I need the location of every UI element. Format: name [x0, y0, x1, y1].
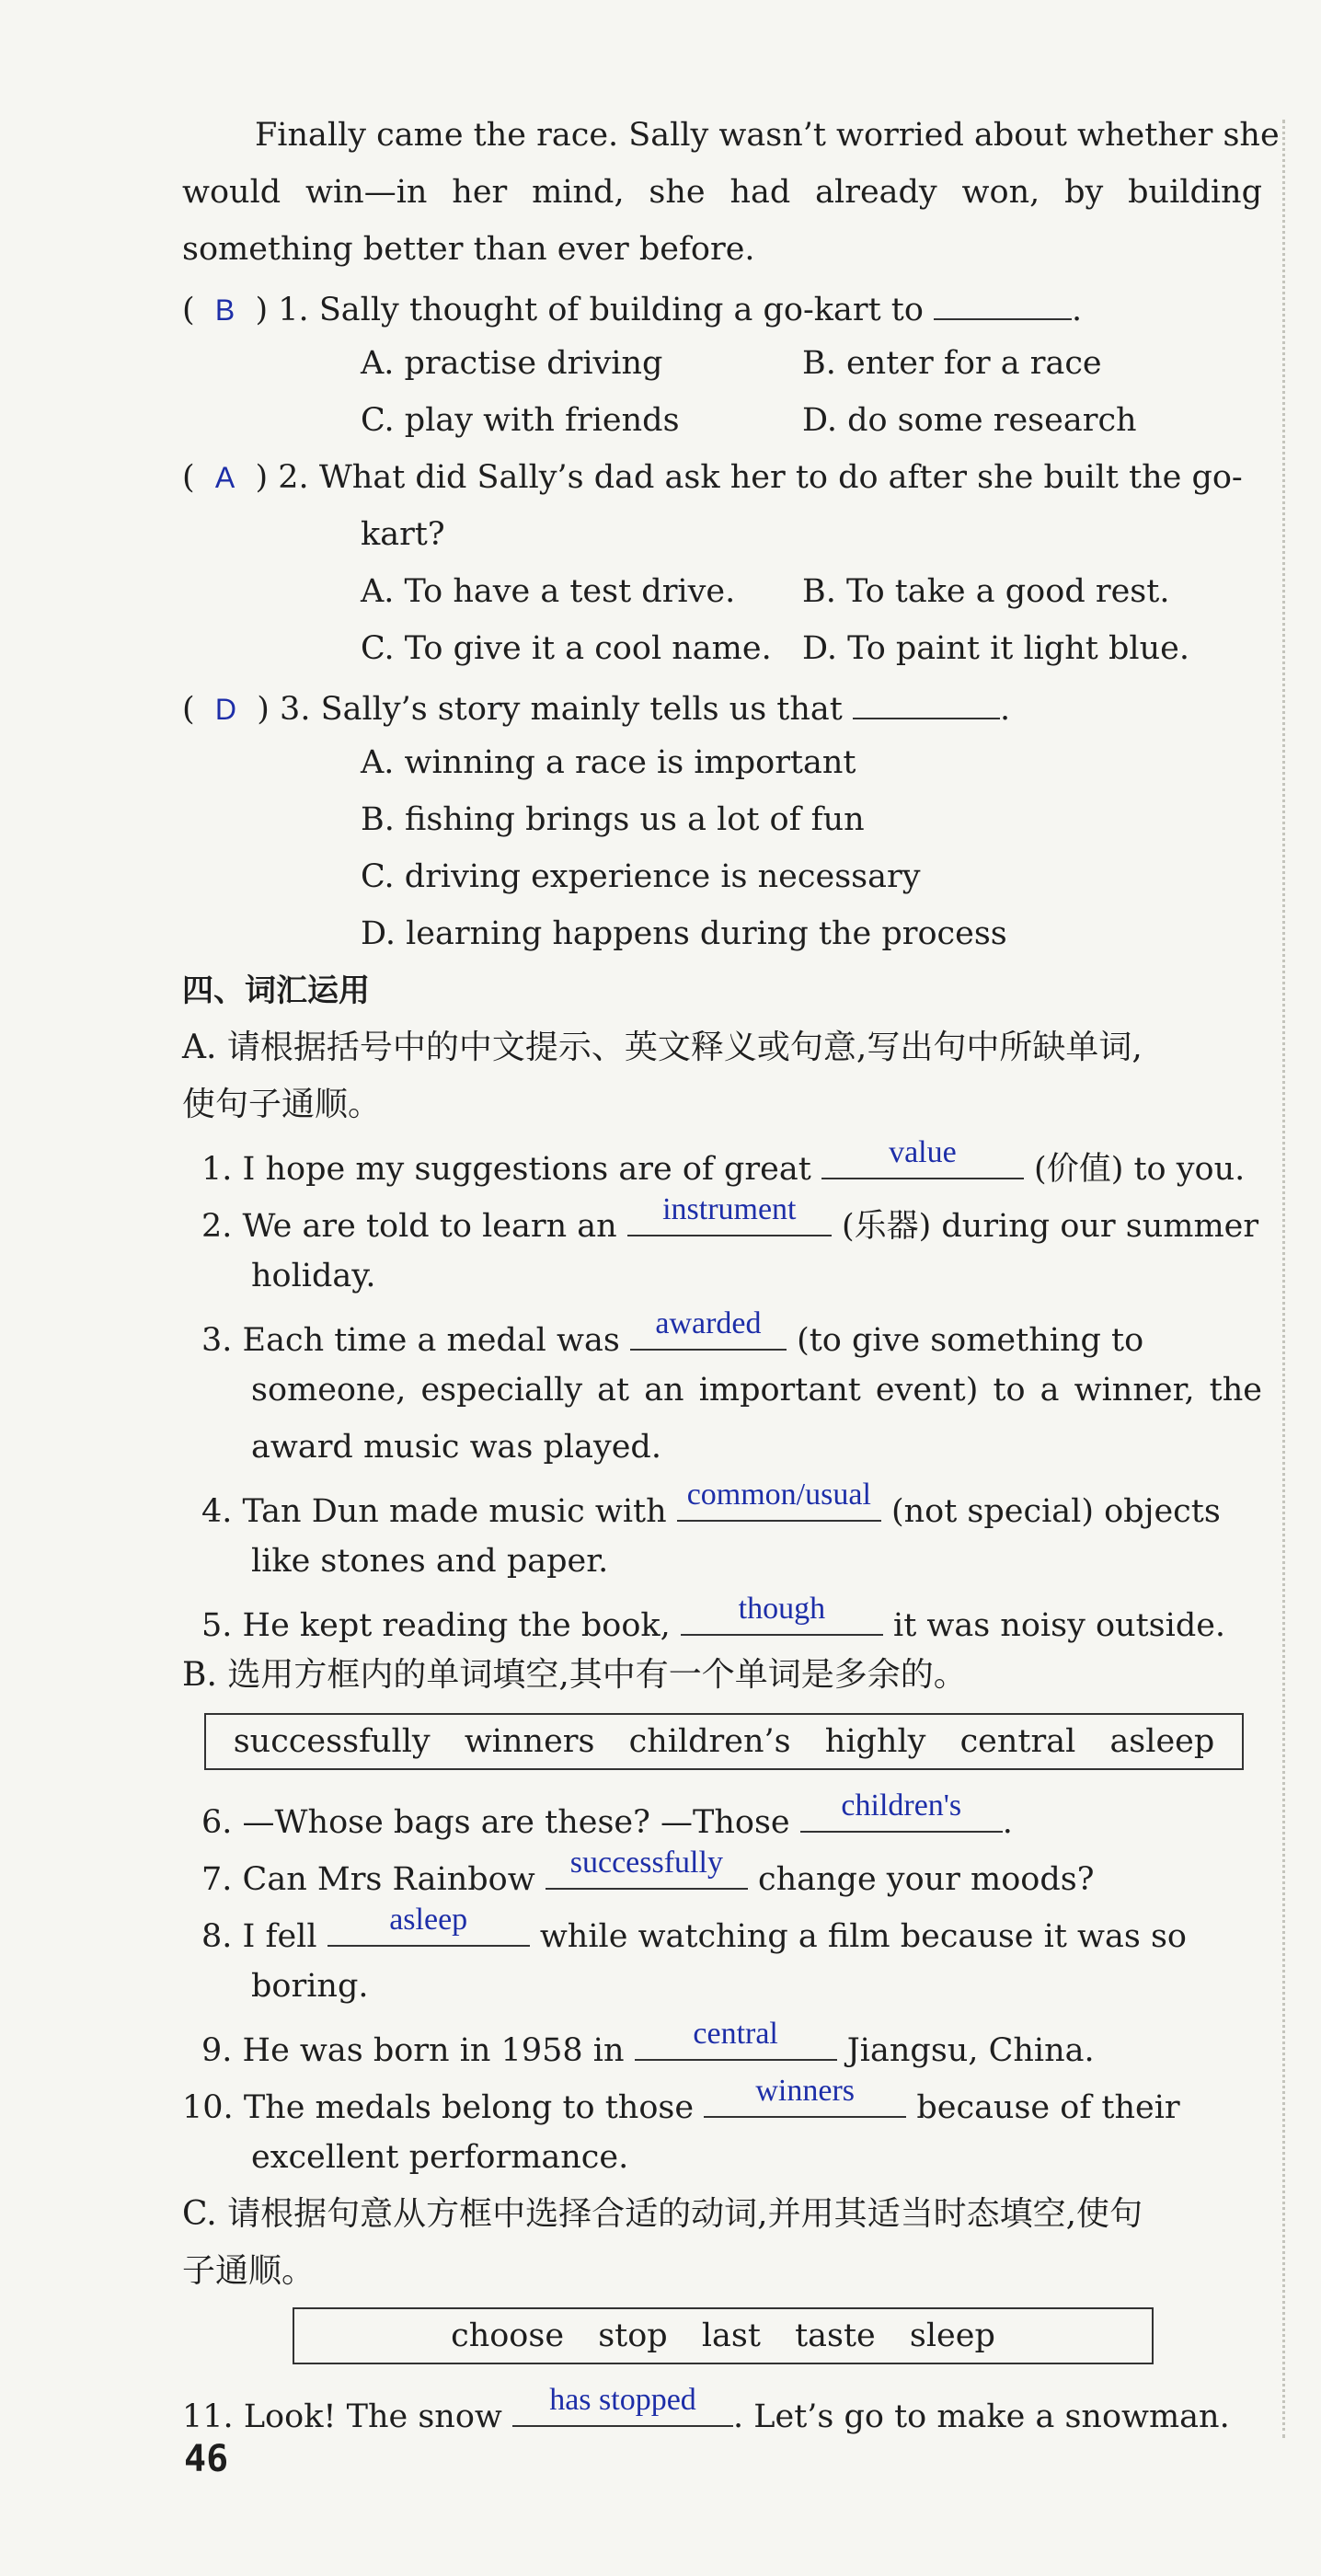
item-2-answer-line	[627, 1192, 832, 1236]
item-1-number: 1.	[201, 1151, 233, 1188]
answer-3: D	[214, 693, 237, 726]
item-5-answer-line	[681, 1592, 883, 1636]
item-6-number: 6.	[201, 1804, 233, 1841]
passage-line-3: something better than ever before.	[182, 231, 755, 268]
part-c-instruction-2: 子通顺。	[182, 2252, 316, 2290]
item-2-answer: instrument	[662, 1192, 797, 1226]
item-1-pre: I hope my suggestions are of great	[242, 1151, 811, 1188]
q1-option-a: A. practise driving	[361, 345, 663, 382]
item-11-answer-line	[512, 2383, 733, 2427]
item-3-answer: awarded	[655, 1306, 762, 1340]
page-margin-rule	[1282, 120, 1285, 2438]
item-8-answer-line	[327, 1903, 530, 1947]
q2-number: 2.	[278, 459, 309, 496]
q3-option-c: C. driving experience is necessary	[361, 858, 921, 895]
box-c-word-1: choose	[451, 2317, 565, 2354]
item-10-pre: The medals belong to those	[243, 2089, 695, 2126]
item-3-pre: Each time a medal was	[242, 1322, 620, 1359]
answer-2: A	[214, 461, 235, 494]
part-a-instruction-2: 使句子通顺。	[182, 1086, 382, 1123]
item-11-pre: Look! The snow	[243, 2398, 502, 2435]
item-8-number: 8.	[201, 1918, 233, 1955]
item-4-post: (not special) objects	[890, 1493, 1221, 1530]
item-3-post: (to give something to	[797, 1322, 1144, 1359]
vocab-item-11	[182, 2383, 1230, 2438]
item-10-answer-line	[704, 2074, 906, 2118]
item-6-pre: —Whose bags are these? —Those	[242, 1804, 790, 1841]
q2-option-c: C. To give it a cool name.	[361, 630, 772, 667]
item-5-number: 5.	[201, 1607, 233, 1644]
item-1-post: (价值) to you.	[1034, 1151, 1246, 1188]
box-b-word-5: central	[959, 1723, 1076, 1760]
q3-option-b: B. fishing brings us a lot of fun	[361, 801, 865, 838]
item-1-answer: value	[889, 1135, 957, 1169]
q3-number: 3.	[280, 691, 311, 728]
item-6-answer-line	[800, 1788, 1003, 1833]
q2-stem: What did Sally’s dad ask her to do after she built the go-	[318, 459, 1243, 496]
item-7-pre: Can Mrs Rainbow	[242, 1861, 535, 1898]
vocab-item-2	[201, 1192, 1259, 1248]
item-8-post: while watching a film because it was so	[539, 1918, 1187, 1955]
q2-option-b: B. To take a good rest.	[802, 573, 1170, 610]
reading-question-1: ( B ) 1. Sally thought of building a go-kart to .	[182, 285, 1082, 331]
part-a-instruction-1: A. 请根据括号中的中文提示、英文释义或句意,写出句中所缺单词,	[182, 1029, 1143, 1066]
box-c-word-2: stop	[598, 2317, 668, 2354]
vocab-item-8	[201, 1903, 1187, 1958]
item-5-pre: He kept reading the book,	[242, 1607, 671, 1644]
item-9-answer: central	[693, 2017, 778, 2051]
item-9-answer-line	[635, 2017, 837, 2061]
item-3-answer-line	[630, 1306, 787, 1351]
box-c-word-3: last	[701, 2317, 761, 2354]
vocab-item-10	[182, 2074, 1180, 2129]
vocab-item-3	[201, 1306, 1144, 1362]
box-c-word-4: taste	[795, 2317, 876, 2354]
item-7-post: change your moods?	[758, 1861, 1095, 1898]
q3-blank	[853, 684, 1000, 719]
q1-stem: Sally thought of building a go-kart to	[318, 292, 924, 328]
q1-option-d: D. do some research	[802, 402, 1137, 439]
item-4-pre: Tan Dun made music with	[242, 1493, 667, 1530]
item-7-number: 7.	[201, 1861, 233, 1898]
box-c-word-5: sleep	[909, 2317, 995, 2354]
part-c-instruction-1: C. 请根据句意从方框中选择合适的动词,并用其适当时态填空,使句	[182, 2195, 1143, 2233]
q1-blank	[934, 285, 1072, 320]
box-b-word-3: children’s	[628, 1723, 791, 1760]
item-7-answer-line	[546, 1846, 748, 1890]
item-6-post: .	[1002, 1804, 1013, 1841]
vocab-item-1	[201, 1135, 1246, 1190]
q3-option-d: D. learning happens during the process	[361, 915, 1007, 952]
item-11-number: 11.	[182, 2398, 234, 2435]
q3-option-a: A. winning a race is important	[361, 744, 856, 781]
item-8-answer: asleep	[389, 1903, 468, 1937]
q2-stem-cont: kart?	[361, 516, 445, 553]
item-3-line2: someone, especially at an important event) to a winner, the	[251, 1372, 1262, 1409]
item-2-post: (乐器) during our summer	[841, 1208, 1259, 1245]
item-5-answer: though	[738, 1592, 826, 1626]
box-b-word-2: winners	[464, 1723, 595, 1760]
box-b-word-6: asleep	[1109, 1723, 1215, 1760]
item-4-answer: common/usual	[686, 1478, 871, 1512]
item-4-number: 4.	[201, 1493, 233, 1530]
q1-option-c: C. play with friends	[361, 402, 680, 439]
item-7-answer: successfully	[569, 1846, 723, 1880]
item-3-number: 3.	[201, 1322, 233, 1359]
item-4-answer-line	[677, 1478, 881, 1522]
page-number: 46	[184, 2438, 229, 2480]
item-9-post: Jiangsu, China.	[846, 2032, 1095, 2069]
item-10-line2: excellent performance.	[251, 2139, 629, 2176]
q2-option-d: D. To paint it light blue.	[802, 630, 1189, 667]
item-9-number: 9.	[201, 2032, 233, 2069]
item-11-post: . Let’s go to make a snowman.	[733, 2398, 1230, 2435]
passage-line-1: Finally came the race. Sally wasn’t worried about whether she	[255, 117, 1280, 154]
item-11-answer: has stopped	[549, 2383, 696, 2417]
q3-stem: Sally’s story mainly tells us that	[320, 691, 843, 728]
item-8-pre: I fell	[242, 1918, 317, 1955]
item-10-post: because of their	[916, 2089, 1180, 2126]
item-10-answer: winners	[755, 2074, 856, 2108]
section-title: 四、词汇运用	[182, 972, 370, 1009]
answer-1: B	[214, 293, 235, 327]
vocab-item-7	[201, 1846, 1095, 1901]
vocab-item-6	[201, 1788, 1013, 1844]
vocab-item-9	[201, 2017, 1095, 2072]
q2-option-a: A. To have a test drive.	[361, 573, 736, 610]
item-8-line2: boring.	[251, 1968, 369, 2005]
item-2-number: 2.	[201, 1208, 233, 1245]
item-10-number: 10.	[182, 2089, 234, 2126]
reading-question-3: ( D ) 3. Sally’s story mainly tells us that .	[182, 684, 1010, 730]
item-2-pre: We are told to learn an	[242, 1208, 617, 1245]
item-1-answer-line	[821, 1135, 1024, 1179]
item-4-line2: like stones and paper.	[251, 1543, 609, 1580]
word-box-b	[204, 1713, 1244, 1770]
item-9-pre: He was born in 1958 in	[242, 2032, 625, 2069]
vocab-item-4	[201, 1478, 1221, 1533]
item-2-line2: holiday.	[251, 1258, 376, 1294]
word-box-c	[293, 2307, 1154, 2364]
box-b-word-1: successfully	[233, 1723, 431, 1760]
item-6-answer: children's	[841, 1788, 962, 1823]
item-3-line3: award music was played.	[251, 1429, 661, 1466]
item-5-post: it was noisy outside.	[893, 1607, 1226, 1644]
box-b-word-4: highly	[824, 1723, 926, 1760]
q1-number: 1.	[278, 292, 309, 328]
passage-line-2: would win—in her mind, she had already won, by building	[182, 174, 1262, 211]
vocab-item-5	[201, 1592, 1226, 1647]
reading-question-2: ( A ) 2. What did Sally’s dad ask her to do after she built the go-	[182, 459, 1243, 496]
part-b-instruction: B. 选用方框内的单词填空,其中有一个单词是多余的。	[182, 1656, 967, 1694]
q1-option-b: B. enter for a race	[802, 345, 1102, 382]
